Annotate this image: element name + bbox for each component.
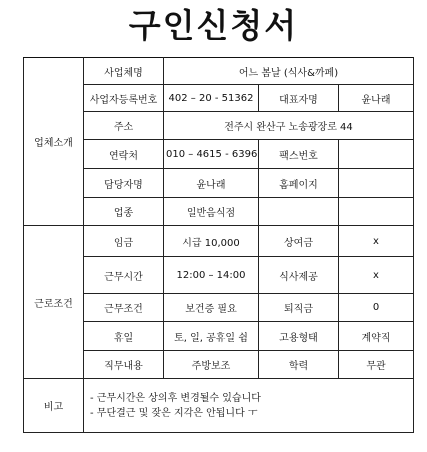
label-industry: 업종 (84, 198, 164, 226)
label-meal: 식사제공 (259, 257, 339, 294)
value-wage: 시급 10,000 (164, 226, 259, 257)
section-remarks-label: 비고 (24, 379, 84, 433)
remark-line-1: - 근무시간은 상의후 변경될수 있습니다 (90, 392, 261, 404)
value-homepage (339, 169, 414, 198)
value-education: 무관 (339, 351, 414, 379)
value-fax (339, 140, 414, 169)
label-bonus: 상여금 (259, 226, 339, 257)
value-reg-no: 402 – 20 - 51362 (164, 85, 259, 112)
section-company-label: 업체소개 (24, 58, 84, 226)
value-industry: 일반음식점 (164, 198, 259, 226)
row-business-name (24, 58, 414, 85)
value-severance: 0 (339, 294, 414, 322)
label-holidays: 휴일 (84, 322, 164, 351)
label-conditions: 근무조건 (84, 294, 164, 322)
value-industry-extra (339, 198, 414, 226)
value-bonus: x (339, 226, 414, 257)
value-holidays: 토, 일, 공휴일 쉼 (164, 322, 259, 351)
value-duty: 주방보조 (164, 351, 259, 379)
row-wage (24, 226, 414, 257)
label-duty: 직무내용 (84, 351, 164, 379)
label-employment-type: 고용형태 (259, 322, 339, 351)
label-contact: 연락처 (84, 140, 164, 169)
label-homepage: 홈페이지 (259, 169, 339, 198)
remark-line-2: - 무단결근 및 잦은 지각은 안됩니다 ㅜ (90, 407, 258, 419)
label-fax: 팩스번호 (259, 140, 339, 169)
label-education: 학력 (259, 351, 339, 379)
value-meal: x (339, 257, 414, 294)
value-conditions: 보건증 필요 (164, 294, 259, 322)
application-form-table (23, 57, 414, 433)
label-manager: 담당자명 (84, 169, 164, 198)
value-representative: 윤나래 (339, 85, 414, 112)
value-manager: 윤나래 (164, 169, 259, 198)
label-address: 주소 (84, 112, 164, 140)
label-representative: 대표자명 (259, 85, 339, 112)
document-title: 구인신청서 (128, 6, 299, 45)
value-employment-type: 계약직 (339, 322, 414, 351)
label-hours: 근무시간 (84, 257, 164, 294)
value-contact: 010 – 4615 - 6396 (164, 140, 259, 169)
label-industry-extra (259, 198, 339, 226)
label-business-name: 사업체명 (84, 58, 164, 85)
row-remarks (24, 379, 414, 433)
label-wage: 임금 (84, 226, 164, 257)
value-business-name: 어느 봄날 (식사&까페) (164, 58, 414, 85)
remarks-content (84, 379, 414, 433)
section-work-label: 근로조건 (24, 226, 84, 379)
value-hours: 12:00 – 14:00 (164, 257, 259, 294)
label-reg-no: 사업자등록번호 (84, 85, 164, 112)
label-severance: 퇴직금 (259, 294, 339, 322)
value-address: 전주시 완산구 노송광장로 44 (164, 112, 414, 140)
